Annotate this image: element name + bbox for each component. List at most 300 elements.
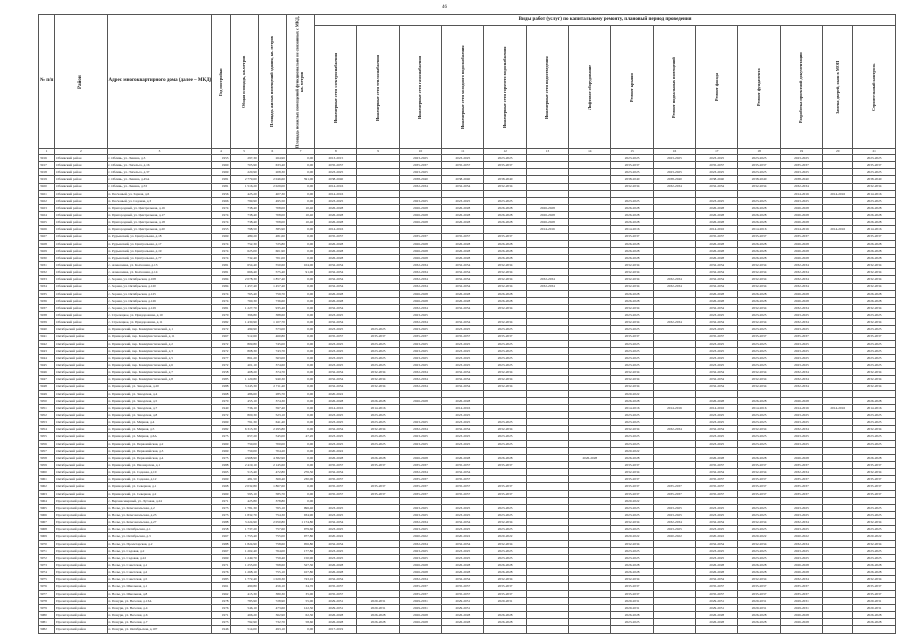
table-row [39, 247, 896, 254]
table-cell: 35,00 [286, 590, 314, 597]
table-cell: 2026-2028 [780, 454, 822, 461]
table-cell [526, 376, 568, 383]
table-cell: 2035-2037 [611, 333, 653, 340]
table-cell: 2023-2025 [484, 354, 526, 361]
table-cell: 2023-2025 [653, 504, 695, 511]
table-cell [526, 497, 568, 504]
table-cell: 2023-2025 [611, 354, 653, 361]
table-cell: 2023-2025 [611, 312, 653, 319]
table-cell: 2032-2034 [611, 519, 653, 526]
table-cell: Обливский район [55, 290, 107, 297]
table-cell: 799,90 [230, 197, 258, 204]
table-cell [569, 404, 611, 411]
table-cell [653, 254, 695, 261]
table-cell: 956,80 [286, 540, 314, 547]
table-cell: 62,30 [286, 612, 314, 619]
table-cell: 1967 [212, 333, 230, 340]
table-cell [653, 240, 695, 247]
table-cell [357, 283, 399, 290]
table-cell [357, 504, 399, 511]
table-cell: 493,10 [258, 626, 286, 634]
table-cell: 2035-2037 [442, 490, 484, 497]
table-cell: Обливский район [55, 304, 107, 311]
table-cell: 2032-2034 [853, 269, 896, 276]
table-cell: 1 516,20 [230, 183, 258, 190]
table-cell: г. Обливь, ул. Энгельса, д.16 [107, 162, 212, 169]
table-cell [526, 426, 568, 433]
table-cell [569, 155, 611, 162]
table-cell: 2026-2028 [399, 204, 441, 211]
table-cell: 2032-2034 [315, 319, 357, 326]
table-cell: 2032-2034 [853, 540, 896, 547]
table-cell: 2023-2025 [780, 433, 822, 440]
table-cell: 2026-2028 [399, 619, 441, 626]
table-cell: 2032-2034 [399, 262, 441, 269]
table-cell: 3916 [39, 155, 55, 162]
table-cell [823, 269, 853, 276]
table-cell: Пролетарский район [55, 504, 107, 511]
header-area-nonres: Площадь нежилых помещений функционально не связанных с МКД, кв. метров [286, 15, 314, 149]
table-cell: Октябрьский район [55, 412, 107, 419]
table-cell: 3931 [39, 262, 55, 269]
table-cell: 2023-2025 [696, 504, 738, 511]
table-cell: 2023-2025 [442, 504, 484, 511]
table-cell: 489,20 [230, 233, 258, 240]
table-cell: 2026-2028 [526, 219, 568, 226]
table-cell [357, 512, 399, 519]
table-row [39, 183, 896, 190]
table-cell: 2032-2034 [738, 304, 780, 311]
table-cell: 2026-2028 [696, 562, 738, 569]
column-index: 2 [55, 149, 107, 155]
table-cell: 2035-2037 [484, 590, 526, 597]
table-cell [569, 390, 611, 397]
table-cell: 2032-2034 [738, 540, 780, 547]
table-cell: 2026-2028 [853, 212, 896, 219]
table-cell: 573,00 [258, 326, 286, 333]
table-cell: 2023-2025 [696, 526, 738, 533]
table-cell: Обливский район [55, 197, 107, 204]
table-cell: Обливский район [55, 319, 107, 326]
table-cell: Обливский район [55, 162, 107, 169]
table-cell: 3969 [39, 533, 55, 540]
table-cell: 220,90 [230, 169, 258, 176]
table-cell: 2032-2034 [442, 304, 484, 311]
table-cell: Октябрьский район [55, 419, 107, 426]
table-cell: 2023-2025 [738, 433, 780, 440]
table-cell: 759,70 [258, 290, 286, 297]
table-cell: 2032-2034 [399, 276, 441, 283]
table-cell [315, 497, 357, 504]
table-cell: 625,00 [230, 247, 258, 254]
table-cell: 701,00 [258, 254, 286, 261]
table-cell [823, 504, 853, 511]
table-cell [569, 333, 611, 340]
table-cell: 2035-2037 [853, 162, 896, 169]
table-cell: п. Пригородный, ул. Центральная, д.17 [107, 212, 212, 219]
table-cell: 2023-2025 [696, 354, 738, 361]
table-cell: 808,30 [230, 347, 258, 354]
table-cell [653, 290, 695, 297]
table-cell [569, 547, 611, 554]
table-cell: 563,00 [258, 354, 286, 361]
table-cell: 0,00 [286, 197, 314, 204]
table-cell: 1973 [212, 619, 230, 626]
table-cell: 2026-2028 [780, 212, 822, 219]
table-cell: 2026-2028 [611, 612, 653, 619]
table-cell: 2026-2028 [853, 247, 896, 254]
table-row [39, 497, 896, 504]
table-cell: 757,60 [258, 526, 286, 533]
table-cell: 0,00 [286, 326, 314, 333]
table-cell: 2023-2025 [484, 547, 526, 554]
table-cell: 2032-2034 [399, 183, 441, 190]
table-cell: 2035-2037 [611, 490, 653, 497]
table-cell: 2023-2025 [484, 512, 526, 519]
table-cell: 935,40 [258, 304, 286, 311]
table-cell [653, 247, 695, 254]
table-cell: п. Волы, ул. Школьная, д.8 [107, 590, 212, 597]
table-cell: 1974 [212, 290, 230, 297]
table-cell: 2026-2028 [611, 562, 653, 569]
table-cell [526, 576, 568, 583]
table-cell: 2035-2037 [696, 490, 738, 497]
table-cell [569, 540, 611, 547]
table-cell: 2032-2034 [653, 519, 695, 526]
table-cell [526, 476, 568, 483]
table-row [39, 419, 896, 426]
table-cell: Пролетарский район [55, 597, 107, 604]
table-cell: п. Понури, ул. Веселая, д.7 [107, 619, 212, 626]
column-index: 9 [357, 149, 399, 155]
table-cell [653, 304, 695, 311]
table-cell: 2026-2028 [484, 254, 526, 261]
page-number: 46 [442, 5, 447, 10]
table-cell: 2023-2025 [399, 312, 441, 319]
table-cell: 3956 [39, 440, 55, 447]
table-cell: 1 249,70 [230, 554, 258, 561]
table-cell: 150,90 [286, 554, 314, 561]
table-cell [653, 219, 695, 226]
table-cell: 2026-2028 [696, 569, 738, 576]
table-cell: 2032-2034 [696, 519, 738, 526]
table-cell: 2032-2034 [780, 283, 822, 290]
table-cell: 2032-2034 [738, 383, 780, 390]
table-cell: 2 032,80 [230, 483, 258, 490]
table-cell: 2038-2040 [611, 176, 653, 183]
table-cell [823, 554, 853, 561]
table-cell: 2035-2037 [315, 476, 357, 483]
table-cell [484, 397, 526, 404]
table-cell: 2020-2022 [611, 497, 653, 504]
table-cell [526, 433, 568, 440]
table-cell: 2026-2028 [853, 569, 896, 576]
table-row [39, 197, 896, 204]
table-cell: 2023-2025 [611, 526, 653, 533]
table-cell: п. Волы, ул. Октябрьская, д.3 [107, 533, 212, 540]
table-cell: 2035-2037 [780, 476, 822, 483]
table-cell: 2032-2034 [357, 369, 399, 376]
table-cell: 2014-2016 [315, 190, 357, 197]
table-cell [526, 383, 568, 390]
table-cell: 1 867,60 [258, 483, 286, 490]
table-cell [653, 412, 695, 419]
table-cell: 2026-2028 [696, 612, 738, 619]
table-cell: 3971 [39, 547, 55, 554]
table-row [39, 297, 896, 304]
table-cell: 2035-2037 [738, 162, 780, 169]
table-cell: 2035-2037 [738, 583, 780, 590]
column-index: 8 [315, 149, 357, 155]
table-cell: 2032-2034 [738, 369, 780, 376]
table-cell: 2026-2028 [399, 397, 441, 404]
table-cell: 2023-2025 [780, 504, 822, 511]
table-cell: 1953 [212, 226, 230, 233]
table-cell: 2023-2025 [780, 440, 822, 447]
table-cell: 2023-2025 [399, 340, 441, 347]
table-cell [780, 447, 822, 454]
table-cell [696, 390, 738, 397]
table-cell: с. Зорная, ул. Октябрьская, д.120 [107, 283, 212, 290]
table-cell: 388,60 [258, 312, 286, 319]
table-cell: 2032-2034 [653, 276, 695, 283]
table-cell: 0,00 [286, 369, 314, 376]
table-cell [526, 319, 568, 326]
table-row [39, 362, 896, 369]
table-cell [823, 333, 853, 340]
table-cell: 2023-2025 [780, 412, 822, 419]
table-cell [823, 547, 853, 554]
table-cell [569, 376, 611, 383]
table-cell: Обливский район [55, 283, 107, 290]
table-cell: Октябрьский район [55, 340, 107, 347]
table-cell [569, 212, 611, 219]
table-cell: 2035-2037 [442, 476, 484, 483]
table-cell [526, 312, 568, 319]
table-cell [653, 462, 695, 469]
table-cell: 2026-2028 [611, 297, 653, 304]
table-row [39, 254, 896, 261]
table-cell: 0,00 [286, 440, 314, 447]
capital-repair-table [38, 14, 896, 634]
table-cell: 2026-2028 [853, 397, 896, 404]
table-cell [653, 297, 695, 304]
table-cell: 2032-2034 [738, 519, 780, 526]
table-cell: 2038-2040 [780, 176, 822, 183]
table-cell [357, 262, 399, 269]
table-cell [526, 304, 568, 311]
table-row [39, 226, 896, 233]
table-row [39, 397, 896, 404]
table-cell: п. Приморский, ул. Мирная, д.6А [107, 433, 212, 440]
table-cell: 3970 [39, 540, 55, 547]
table-cell [569, 569, 611, 576]
table-cell: 3975 [39, 576, 55, 583]
table-cell: п. Волы, ул. Садовая, д.2 [107, 547, 212, 554]
table-cell [823, 447, 853, 454]
table-cell: 2035-2037 [611, 483, 653, 490]
table-cell: 0,00 [286, 390, 314, 397]
table-cell: 2023-2025 [442, 433, 484, 440]
table-cell [823, 419, 853, 426]
table-cell: 2032-2034 [653, 183, 695, 190]
column-index: 21 [853, 149, 896, 155]
table-cell: 765,40 [230, 290, 258, 297]
table-cell [526, 197, 568, 204]
table-cell [526, 240, 568, 247]
table-cell: 2026-2028 [738, 204, 780, 211]
table-cell: 2032-2034 [315, 469, 357, 476]
table-cell: 1 107,70 [258, 319, 286, 326]
table-cell: 2032-2034 [484, 519, 526, 526]
table-cell: 2029-2031 [357, 597, 399, 604]
table-cell: 0,00 [286, 347, 314, 354]
table-cell: 2026-2028 [484, 562, 526, 569]
table-cell: 425,80 [230, 497, 258, 504]
table-cell: 2026-2028 [315, 562, 357, 569]
table-cell: 2032-2034 [780, 262, 822, 269]
table-cell [569, 240, 611, 247]
table-cell [569, 626, 611, 634]
table-cell [357, 183, 399, 190]
table-cell: 2032-2034 [526, 283, 568, 290]
table-cell: 2023-2025 [653, 155, 695, 162]
table-cell [569, 576, 611, 583]
table-row [39, 619, 896, 626]
table-cell [823, 576, 853, 583]
table-cell: Обливский район [55, 155, 107, 162]
header-address: Адрес многоквартирного дома (далее – МКД) [107, 15, 212, 149]
table-cell: п. Приморский, ул. Садовая, д.10 [107, 469, 212, 476]
table-cell: 2032-2034 [399, 576, 441, 583]
table-cell: 2023-2025 [611, 169, 653, 176]
table-cell: 380,30 [258, 590, 286, 597]
table-cell: 460,80 [258, 333, 286, 340]
table-cell: 2020-2022 [315, 390, 357, 397]
table-cell: 2023-2025 [484, 526, 526, 533]
table-cell: 285,70 [258, 390, 286, 397]
table-cell: 396,80 [230, 312, 258, 319]
table-cell: 3933 [39, 276, 55, 283]
table-row [39, 383, 896, 390]
table-cell: 374,60 [258, 362, 286, 369]
table-cell: п. Приморский, ул. Заводская, д.4 [107, 390, 212, 397]
table-cell: с. Зорная, ул. Октябрьская, д.108 [107, 276, 212, 283]
table-cell [526, 547, 568, 554]
table-cell: 2023-2025 [484, 362, 526, 369]
table-cell: 2023-2025 [315, 354, 357, 361]
table-cell: с. Зорная, ул. Октябрьская, д.129 [107, 304, 212, 311]
table-cell: 2032-2034 [442, 469, 484, 476]
table-cell [853, 497, 896, 504]
table-cell: 523,10 [258, 412, 286, 419]
table-cell: 2026-2028 [315, 247, 357, 254]
table-cell: 704,20 [258, 447, 286, 454]
table-cell: 2014-2016 [738, 404, 780, 411]
table-cell: Октябрьский район [55, 326, 107, 333]
table-cell: 2029-2031 [738, 604, 780, 611]
table-cell [526, 162, 568, 169]
table-cell: 2035-2037 [738, 490, 780, 497]
table-cell: 2032-2034 [611, 540, 653, 547]
table-cell: 2023-2025 [484, 433, 526, 440]
table-cell: 934,90 [286, 512, 314, 519]
table-cell [357, 169, 399, 176]
table-cell: 3958 [39, 454, 55, 461]
table-cell: 2026-2028 [442, 219, 484, 226]
header-work-4: Инженерные сети холодного водоснабжения [442, 26, 484, 149]
table-cell [357, 190, 399, 197]
table-cell: п. Приморский, ул. Первомайская, д.3 [107, 447, 212, 454]
table-cell: 2035-2037 [780, 462, 822, 469]
table-cell: 2023-2025 [315, 412, 357, 419]
table-cell: 2032-2034 [611, 369, 653, 376]
table-cell: 2029-2031 [696, 597, 738, 604]
table-cell: 2014-2016 [442, 404, 484, 411]
table-cell [526, 554, 568, 561]
table-cell: 2026-2028 [315, 569, 357, 576]
table-cell: 515,40 [230, 469, 258, 476]
table-cell [357, 554, 399, 561]
table-row [39, 155, 896, 162]
table-cell: 2023-2025 [442, 155, 484, 162]
table-cell: 759,40 [258, 554, 286, 561]
table-cell: 2032-2034 [484, 426, 526, 433]
table-cell: 2023-2025 [357, 340, 399, 347]
table-cell [823, 412, 853, 419]
table-cell: 2032-2034 [853, 369, 896, 376]
column-index: 20 [823, 149, 853, 155]
table-cell [357, 247, 399, 254]
table-cell: 2026-2028 [315, 619, 357, 626]
table-cell: 800,30 [230, 412, 258, 419]
table-cell: 1981 [212, 262, 230, 269]
table-cell [357, 626, 399, 634]
table-cell [526, 526, 568, 533]
header-work-1: Инженерные сети электроснабжения [315, 26, 357, 149]
table-cell: 2023-2025 [696, 326, 738, 333]
table-cell: 2026-2028 [526, 204, 568, 211]
table-cell: 2032-2034 [357, 383, 399, 390]
table-cell: 2026-2028 [484, 219, 526, 226]
header-work-14: Строительный контроль [853, 26, 896, 149]
table-row [39, 447, 896, 454]
table-cell [853, 626, 896, 634]
table-cell: 2026-2028 [696, 290, 738, 297]
table-cell: Обливский район [55, 297, 107, 304]
table-cell: 2026-2028 [399, 240, 441, 247]
table-cell: 1 832,70 [230, 512, 258, 519]
table-cell [823, 454, 853, 461]
table-cell [653, 540, 695, 547]
table-cell: 2020-2022 [315, 533, 357, 540]
table-cell [357, 497, 399, 504]
table-cell: 2035-2037 [853, 590, 896, 597]
table-row [39, 540, 896, 547]
table-cell: 2035-2037 [399, 476, 441, 483]
table-cell: 2023-2025 [399, 155, 441, 162]
table-cell: 3944 [39, 354, 55, 361]
table-cell: 3919 [39, 176, 55, 183]
table-cell: 2032-2034 [315, 376, 357, 383]
table-cell [653, 162, 695, 169]
table-cell: 2023-2025 [738, 155, 780, 162]
table-row [39, 404, 896, 411]
table-cell: Октябрьский район [55, 333, 107, 340]
table-cell: 2023-2025 [853, 547, 896, 554]
table-cell: Октябрьский район [55, 447, 107, 454]
table-cell [569, 190, 611, 197]
